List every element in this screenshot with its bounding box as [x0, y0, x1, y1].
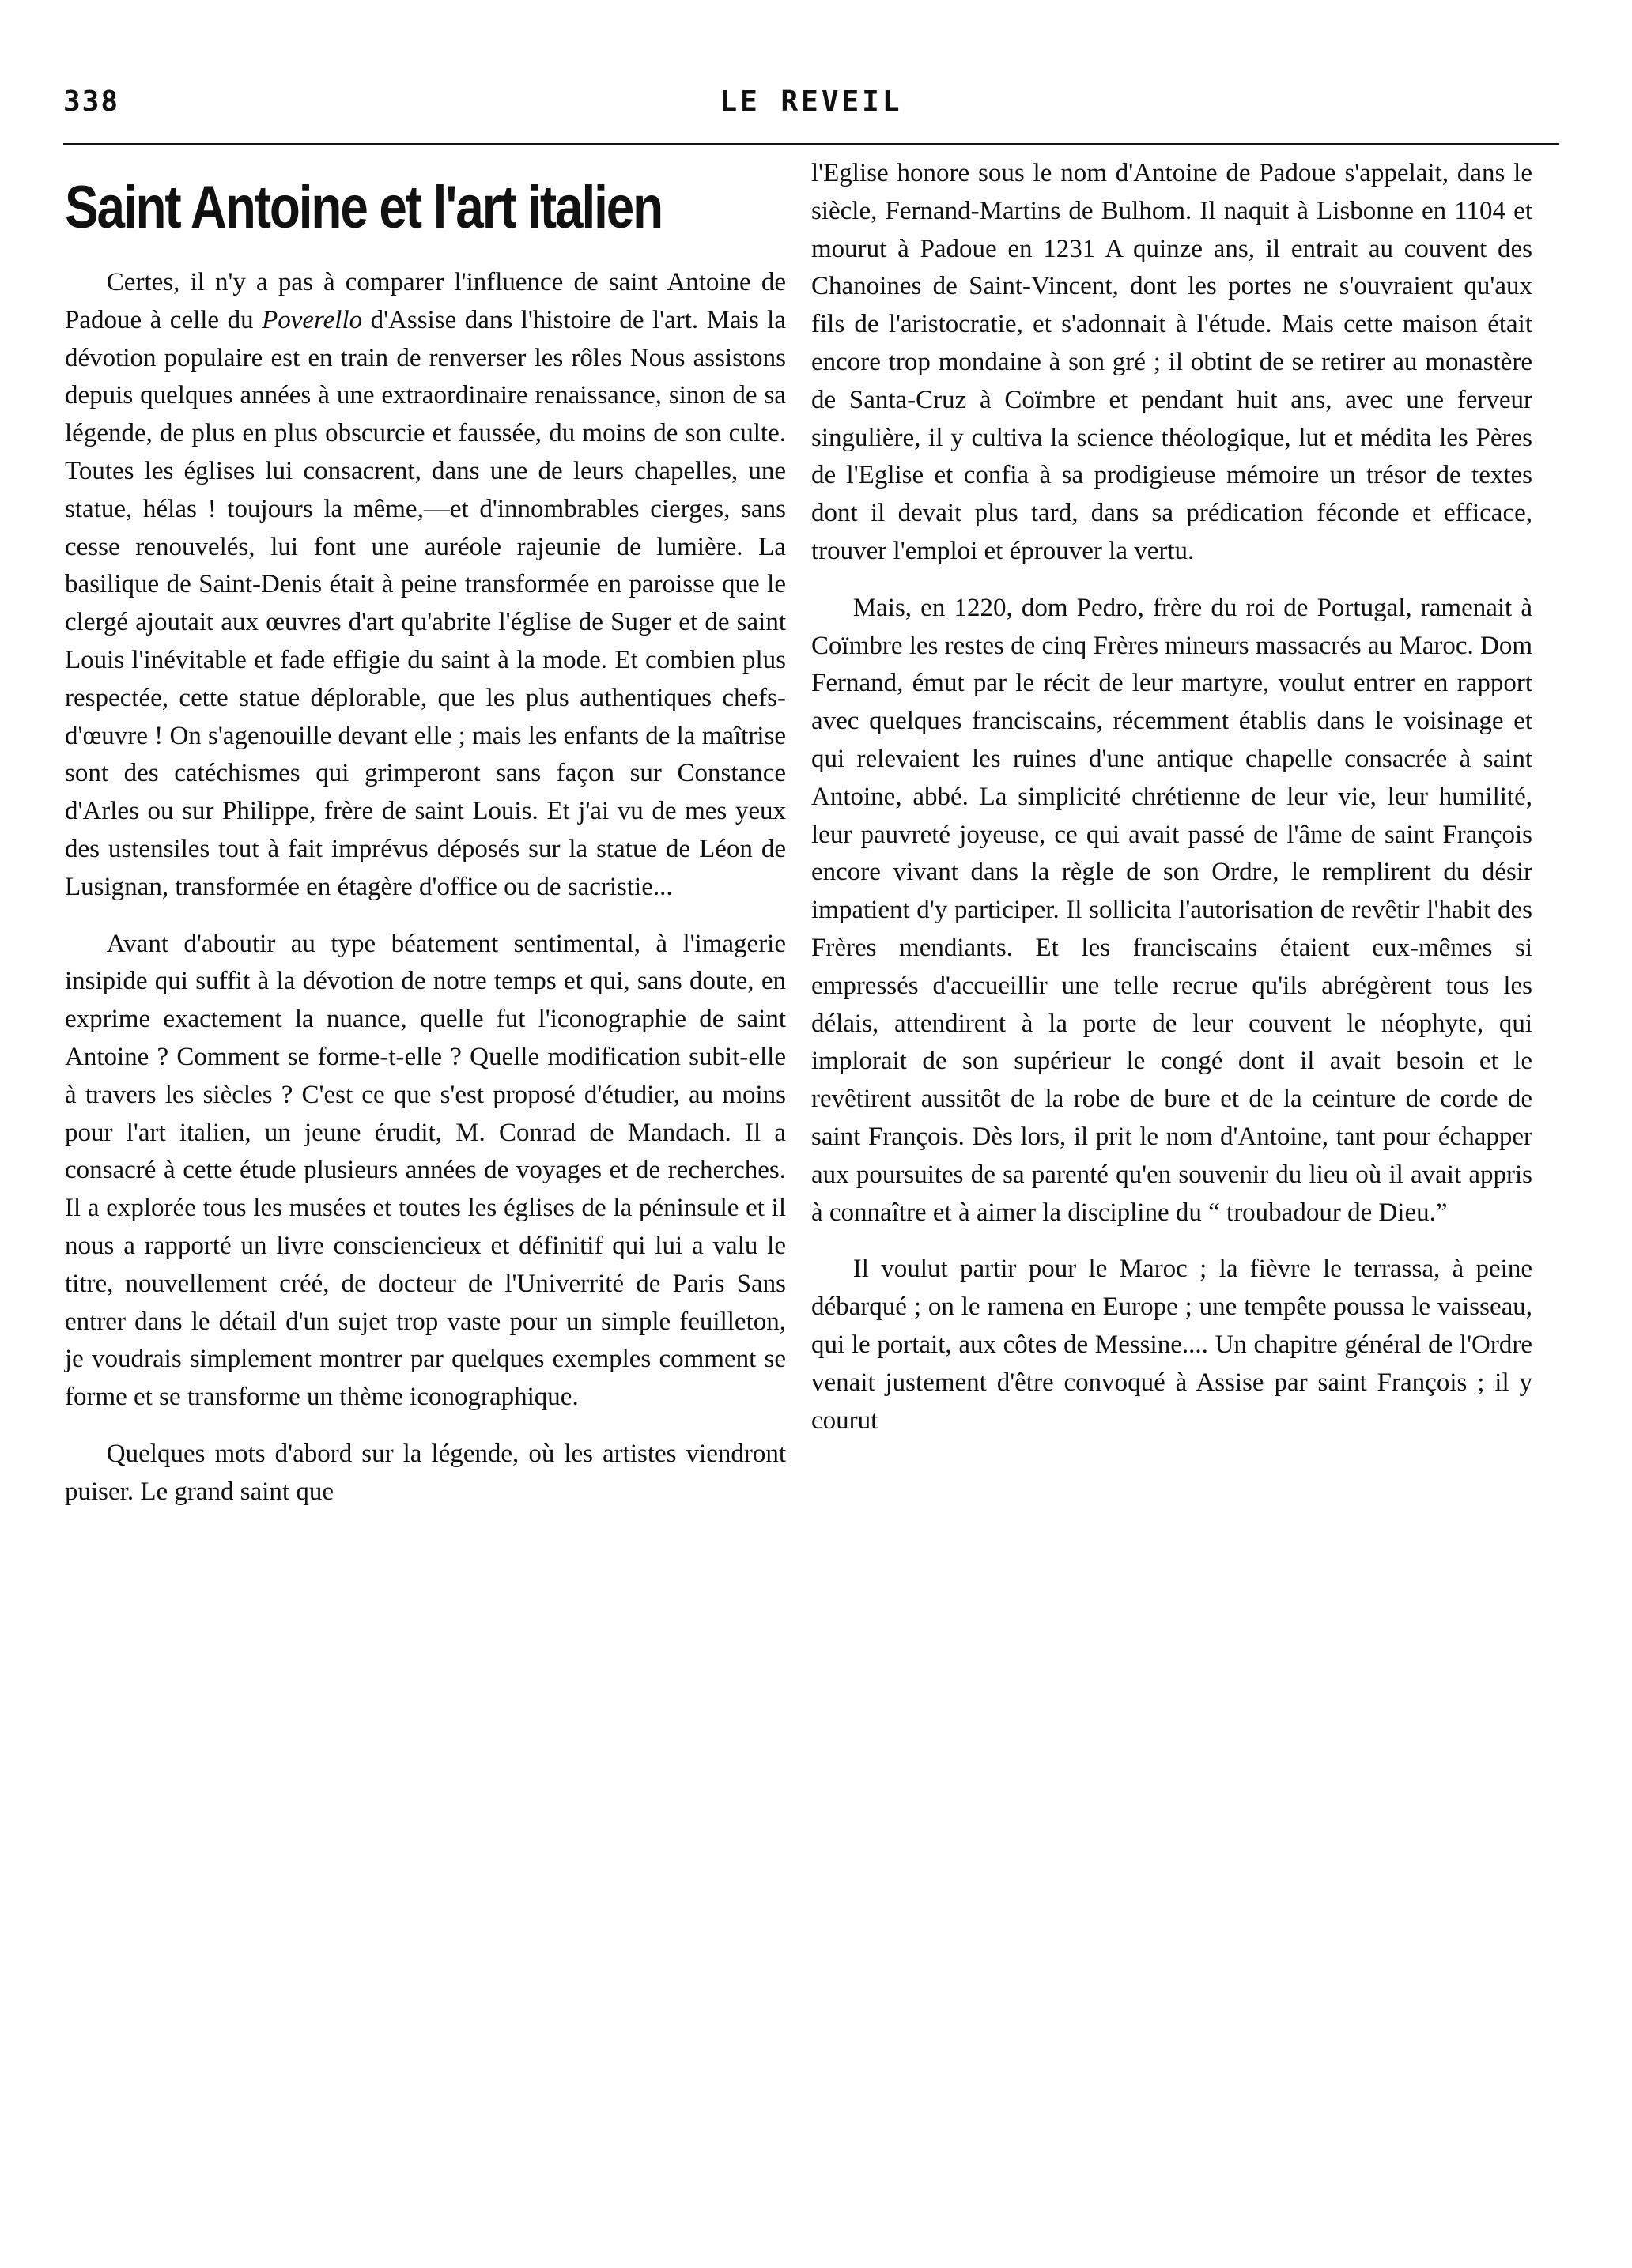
paragraph-1-text-b: d'Assise dans l'histoire de l'art. Mais la dévotion populaire est en train de renverser les rôles Nous assistons depuis quelques années à une extraordinaire renaissance, sinon de sa légende, de plus en plus obscurcie et faussée, du moins de son culte. Toutes les églises lui consacrent, dans une de leurs chapelles, une statue, hélas ! toujours la même,—et d'innombrables cierges, sans cesse renouvelés, lui font une auréole rajeunie de lumière. La basilique de Saint-Denis était à peine transformée en paroisse que le clergé ajoutait aux œuvres d'art qu'abrite l'église de Suger et de saint Louis l'inévitable et fade effigie du saint à la mode. Et combien plus respectée, cette statue déplorable, que les plus authentiques chefs-d'œuvre ! On s'agenouille devant elle ; mais les enfants de la maîtrise sont des catéchismes qui grimperont sans façon sur Constance d'Arles ou sur Philippe, frère de saint Louis. Et j'ai vu de mes yeux des ustensiles tout à fait imprévus déposés sur la statue de Léon de Lusignan, transformée en étagère d'office ou de sacristie...	[65, 305, 786, 901]
paragraph-4: Mais, en 1220, dom Pedro, frère du roi de Portugal, ramenait à Coïmbre les restes de cinq Frères mineurs massacrés au Maroc. Dom Fernand, émut par le récit de leur martyre, voulut entrer en rapport avec quelques franciscains, récemment établis dans le voisinage et qui relevaient les ruines d'une antique chapelle consacrée à saint Antoine, abbé. La simplicité chrétienne de leur vie, leur humilité, leur pauvreté joyeuse, ce qui avait passé de l'âme de saint François encore vivant dans la règle de son Ordre, le remplirent du désir impatient d'y participer. Il sollicita l'autorisation de revêtir l'habit des Frères mendiants. Et les franciscains étaient eux-mêmes si empressés d'accueillir une telle recrue qu'ils abrégèrent tous les délais, attendirent à la porte de leur couvent le néophyte, qui implorait de son supérieur le congé dont il avait besoin et le revêtirent aussitôt de la robe de bure et de la ceinture de corde de saint François. Dès lors, il prit le nom d'Antoine, tant pour échapper aux poursuites de sa parenté qu'en souvenir du lieu où il avait appris à connaître et à aimer la discipline du “ troubadour de Dieu.”	[811, 593, 1532, 1227]
poverello-italic: Poverello	[262, 305, 363, 334]
paragraph-1-text-a: Certes, il n'y a pas à comparer l'influence de saint Antoine de Padoue à celle du	[65, 268, 786, 334]
paragraph-3: Quelques mots d'abord sur la légende, où les artistes viendront puiser. Le grand saint que	[65, 1439, 786, 1506]
paragraph-1	[65, 264, 786, 907]
paragraph-5: Il voulut partir pour le Maroc ; la fièvre le terrassa, à peine débarqué ; on le ramena en Europe ; une tempête poussa le vaisseau, qui le portait, aux côtes de Messine.... Un chapitre général de l'Ordre venait justement d'être convoqué à Assise par saint François ; il y courut	[811, 1255, 1532, 1435]
article-title: Saint Antoine et l'art italien	[65, 174, 663, 241]
running-head	[63, 85, 1559, 130]
paragraph-2: Avant d'aboutir au type béatement sentimental, à l'imagerie insipide qui suffit à la dévotion de notre temps et qui, sans doute, en exprime exactement la nuance, quelle fut l'iconographie de saint Antoine ? Comment se forme-t-elle ? Quelle modification subit-elle à travers les siècles ? C'est ce que s'est proposé d'étudier, au moins pour l'art italien, un jeune érudit, M. Conrad de Mandach. Il a consacré à cette étude plusieurs années de voyages et de recherches. Il a explorée tous les musées et toutes les églises de la péninsule et il nous a rapporté un livre consciencieux et définitif qui lui a valu le titre, nouvellement créé, de docteur de l'Univerrité de Paris Sans entrer dans le détail d'un sujet trop vaste pour un simple feuilleton, je voudrais simplement montrer par quelques exemples comment se forme et se transforme un thème iconographique.	[65, 929, 786, 1412]
left-column	[65, 155, 786, 1511]
journal-title: LE REVEIL	[720, 85, 903, 118]
header-rule	[63, 143, 1559, 145]
page-number: 338	[63, 85, 120, 118]
right-column	[811, 155, 1532, 1440]
paragraph-3-continued: l'Eglise honore sous le nom d'Antoine de Padoue s'appelait, dans le siècle, Fernand-Martins de Bulhom. Il naquit à Lisbonne en 1104 et mourut à Padoue en 1231 A quinze ans, il entrait au couvent des Chanoines de Saint-Vincent, dont les portes ne s'ouvraient qu'aux fils de l'aristocratie, et s'adonnait à l'étude. Mais cette maison était encore trop mondaine à son gré ; il obtint de se retirer au monastère de Santa-Cruz à Coïmbre et pendant huit ans, avec une ferveur singulière, il y cultiva la science théologique, lut et médita les Pères de l'Eglise et confia à sa prodigieuse mémoire un trésor de textes dont il devait plus tard, dans sa prédication féconde et efficace, trouver l'emploi et éprouver la vertu.	[811, 159, 1532, 565]
